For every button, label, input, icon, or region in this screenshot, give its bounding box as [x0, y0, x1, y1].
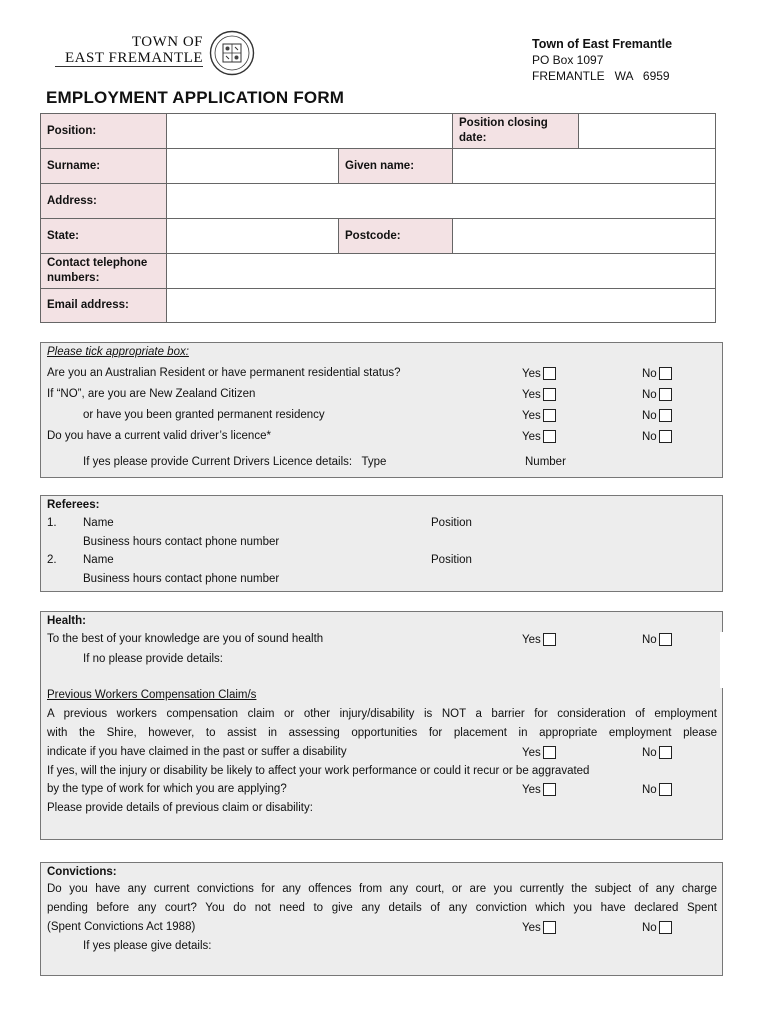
section-border-gap: [720, 632, 723, 688]
checkbox-convictions-no[interactable]: [659, 921, 672, 934]
q-sound-health: To the best of your knowledge are you of sound health: [47, 633, 324, 645]
convictions-no[interactable]: [642, 921, 672, 934]
claim-yes[interactable]: [522, 746, 556, 759]
wc-line-2: with the Shire, however, to assist in assessing opportunities for placement in appropriate employment please: [47, 727, 717, 739]
no-label: No: [642, 634, 657, 646]
checkbox-licence-yes[interactable]: [543, 430, 556, 443]
yes-label: Yes: [522, 368, 541, 380]
address-input[interactable]: [167, 184, 715, 219]
email-input[interactable]: [167, 289, 715, 322]
licence-yes[interactable]: [522, 430, 556, 443]
wc-line-6: Please provide details of previous claim or disability:: [47, 802, 313, 814]
no-label: No: [642, 389, 657, 401]
yes-label: Yes: [522, 922, 541, 934]
convictions-line-1: Do you have any current convictions for any offences from any court, or are you currently the subject of any charge: [47, 883, 717, 895]
org-name: Town of East Fremantle: [532, 37, 673, 51]
wc-line-1: A previous workers compensation claim or other injury/disability is NOT a barrier for consideration of employment: [47, 708, 717, 720]
yes-label: Yes: [522, 747, 541, 759]
position-label: Position:: [41, 114, 167, 149]
phone-label: Contact telephone numbers:: [41, 254, 167, 289]
yes-label: Yes: [522, 410, 541, 422]
address-label: Address:: [41, 184, 167, 219]
referee-1-phone-label: Business hours contact phone number: [83, 536, 280, 548]
logo-underline: [55, 66, 203, 67]
health-if-no-label: If no please provide details:: [83, 653, 224, 665]
postcode-input[interactable]: [453, 219, 715, 254]
granted-yes[interactable]: [522, 409, 556, 422]
town-address: [532, 36, 672, 84]
eligibility-heading: Please tick appropriate box:: [47, 346, 189, 358]
yes-label: Yes: [522, 431, 541, 443]
wc-line-5: by the type of work for which you are applying?: [47, 783, 287, 795]
referee-1-number: 1.: [47, 517, 57, 529]
licence-number-label: Number: [525, 456, 566, 468]
checkbox-health-no[interactable]: [659, 633, 672, 646]
convictions-yes[interactable]: [522, 921, 556, 934]
wc-heading: Previous Workers Compensation Claim/s: [47, 689, 257, 701]
referee-2-number: 2.: [47, 554, 57, 566]
logo-line1: TOWN OF: [131, 34, 203, 50]
logo-line2: EAST FREMANTLE: [65, 50, 203, 66]
nz-yes[interactable]: [522, 388, 556, 401]
q-licence: Do you have a current valid driver’s licence*: [47, 430, 271, 442]
claim-no[interactable]: [642, 746, 672, 759]
convictions-if-yes-label: If yes please give details:: [83, 940, 212, 952]
q-resident: Are you an Australian Resident or have permanent residential status?: [47, 367, 401, 379]
referees-heading: Referees:: [47, 499, 100, 511]
referee-1-position-label: Position: [431, 517, 472, 529]
convictions-line-2: pending before any court? You do not need to give any details of any conviction which you have declared Spent: [47, 902, 717, 914]
checkbox-aggravate-no[interactable]: [659, 783, 672, 796]
health-section: [40, 611, 723, 840]
referee-2-phone-label: Business hours contact phone number: [83, 573, 280, 585]
convictions-section: [40, 862, 723, 976]
wc-line-4: If yes, will the injury or disability be likely to affect your work performance or could it recur or be aggravated: [47, 765, 590, 777]
surname-input[interactable]: [167, 149, 339, 184]
granted-no[interactable]: [642, 409, 672, 422]
form-title: EMPLOYMENT APPLICATION FORM: [46, 88, 345, 107]
health-heading: Health:: [47, 615, 86, 627]
closing-date-label: Position closing date:: [453, 114, 579, 149]
q-nz-citizen: If “NO”, are you are New Zealand Citizen: [47, 388, 256, 400]
health-no[interactable]: [642, 633, 672, 646]
checkbox-granted-no[interactable]: [659, 409, 672, 422]
phone-input[interactable]: [167, 254, 715, 289]
no-label: No: [642, 784, 657, 796]
postcode-label: Postcode:: [339, 219, 453, 254]
yes-label: Yes: [522, 389, 541, 401]
referees-section: [40, 495, 723, 592]
checkbox-granted-yes[interactable]: [543, 409, 556, 422]
given-name-label: Given name:: [339, 149, 453, 184]
no-label: No: [642, 747, 657, 759]
po-box: PO Box 1097: [532, 53, 604, 67]
convictions-line-3: (Spent Convictions Act 1988): [47, 921, 196, 933]
town-logo: [55, 28, 255, 78]
health-yes[interactable]: [522, 633, 556, 646]
aggravate-yes[interactable]: [522, 783, 556, 796]
resident-yes[interactable]: [522, 367, 556, 380]
nz-no[interactable]: [642, 388, 672, 401]
city-line: FREMANTLE WA 6959: [532, 69, 670, 83]
checkbox-nz-yes[interactable]: [543, 388, 556, 401]
checkbox-resident-yes[interactable]: [543, 367, 556, 380]
given-name-input[interactable]: [453, 149, 715, 184]
no-label: No: [642, 431, 657, 443]
yes-label: Yes: [522, 784, 541, 796]
checkbox-convictions-yes[interactable]: [543, 921, 556, 934]
personal-details-table: [40, 113, 716, 323]
checkbox-claim-no[interactable]: [659, 746, 672, 759]
town-seal-icon: [209, 30, 255, 76]
state-input[interactable]: [167, 219, 339, 254]
checkbox-licence-no[interactable]: [659, 430, 672, 443]
checkbox-aggravate-yes[interactable]: [543, 783, 556, 796]
licence-no[interactable]: [642, 430, 672, 443]
email-label: Email address:: [41, 289, 167, 322]
q-granted-residency: or have you been granted permanent residency: [83, 409, 325, 421]
state-label: State:: [41, 219, 167, 254]
yes-label: Yes: [522, 634, 541, 646]
referee-1-name-label: Name: [83, 517, 114, 529]
checkbox-claim-yes[interactable]: [543, 746, 556, 759]
no-label: No: [642, 922, 657, 934]
eligibility-section: [40, 342, 723, 478]
no-label: No: [642, 368, 657, 380]
checkbox-health-yes[interactable]: [543, 633, 556, 646]
surname-label: Surname:: [41, 149, 167, 184]
closing-date-input[interactable]: [579, 114, 715, 149]
referee-2-position-label: Position: [431, 554, 472, 566]
aggravate-no[interactable]: [642, 783, 672, 796]
checkbox-nz-no[interactable]: [659, 388, 672, 401]
convictions-heading: Convictions:: [47, 866, 117, 878]
position-input[interactable]: [167, 114, 453, 149]
no-label: No: [642, 410, 657, 422]
wc-line-3: indicate if you have claimed in the past or suffer a disability: [47, 746, 347, 758]
referee-2-name-label: Name: [83, 554, 114, 566]
checkbox-resident-no[interactable]: [659, 367, 672, 380]
licence-details-label: If yes please provide Current Drivers Licence details: Type: [83, 456, 387, 468]
resident-no[interactable]: [642, 367, 672, 380]
